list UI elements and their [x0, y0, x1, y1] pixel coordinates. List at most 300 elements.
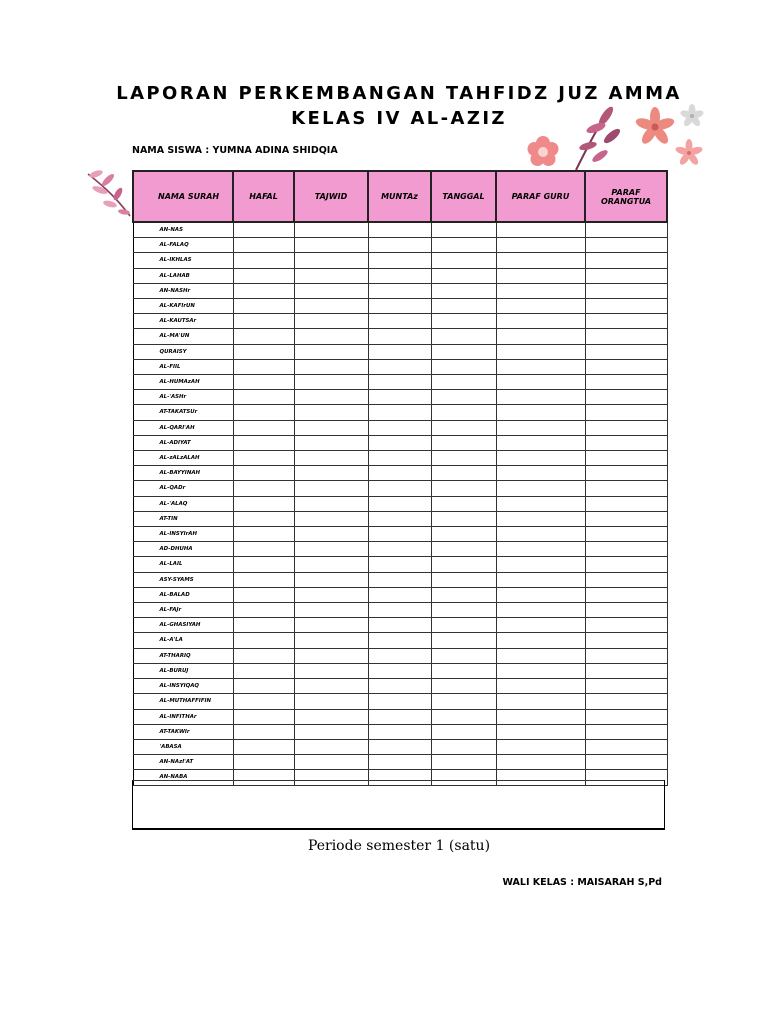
table-cell[interactable] [294, 238, 368, 253]
table-cell[interactable] [496, 663, 585, 678]
table-cell[interactable] [496, 466, 585, 481]
table-cell[interactable] [431, 542, 496, 557]
table-cell[interactable] [368, 618, 431, 633]
table-cell[interactable] [496, 268, 585, 283]
surah-name-cell: AN-NASHr [133, 283, 233, 298]
table-cell[interactable] [431, 283, 496, 298]
table-cell[interactable] [585, 648, 667, 663]
surah-name-cell: AL-QADr [133, 481, 233, 496]
table-cell[interactable] [496, 527, 585, 542]
table-row [133, 587, 667, 602]
table-row [133, 542, 667, 557]
table-cell[interactable] [233, 724, 294, 739]
table-cell[interactable] [294, 511, 368, 526]
table-cell[interactable] [294, 557, 368, 572]
table-cell[interactable] [294, 603, 368, 618]
table-row [133, 405, 667, 420]
surah-name-cell: AD-DHUHA [133, 542, 233, 557]
table-cell[interactable] [431, 314, 496, 329]
table-cell[interactable] [431, 253, 496, 268]
surah-name-cell: AL-MUTHAFFIFIN [133, 694, 233, 709]
surah-name-cell: AT-THARIQ [133, 648, 233, 663]
table-cell[interactable] [368, 679, 431, 694]
table-cell[interactable] [585, 314, 667, 329]
table-cell[interactable] [233, 222, 294, 238]
table-cell[interactable] [585, 375, 667, 390]
table-cell[interactable] [233, 618, 294, 633]
table-cell[interactable] [233, 694, 294, 709]
table-row [133, 329, 667, 344]
table-cell[interactable] [233, 329, 294, 344]
table-cell[interactable] [294, 709, 368, 724]
table-cell[interactable] [368, 527, 431, 542]
table-cell[interactable] [431, 557, 496, 572]
surah-name-cell: AL-BALAD [133, 587, 233, 602]
table-cell[interactable] [585, 603, 667, 618]
table-cell[interactable] [585, 481, 667, 496]
table-cell[interactable] [431, 572, 496, 587]
table-cell[interactable] [294, 663, 368, 678]
surah-name-cell: 'ABASA [133, 739, 233, 754]
column-header-muntaz: MUNTAz [368, 171, 431, 222]
table-cell[interactable] [368, 663, 431, 678]
table-cell[interactable] [233, 344, 294, 359]
table-row [133, 739, 667, 754]
table-cell[interactable] [368, 283, 431, 298]
surah-name-cell: AL-'ALAQ [133, 496, 233, 511]
table-cell[interactable] [233, 405, 294, 420]
table-cell[interactable] [585, 451, 667, 466]
table-cell[interactable] [585, 542, 667, 557]
table-row [133, 511, 667, 526]
table-cell[interactable] [368, 709, 431, 724]
table-cell[interactable] [431, 405, 496, 420]
table-cell[interactable] [585, 283, 667, 298]
table-cell[interactable] [496, 587, 585, 602]
table-cell[interactable] [496, 359, 585, 374]
table-cell[interactable] [294, 253, 368, 268]
table-cell[interactable] [496, 283, 585, 298]
table-cell[interactable] [294, 694, 368, 709]
surah-name-cell: AN-NAS [133, 222, 233, 238]
table-cell[interactable] [233, 314, 294, 329]
table-header-row [133, 171, 667, 222]
table-cell[interactable] [496, 709, 585, 724]
table-cell[interactable] [294, 375, 368, 390]
table-cell[interactable] [233, 663, 294, 678]
table-cell[interactable] [233, 420, 294, 435]
table-cell[interactable] [585, 299, 667, 314]
table-cell[interactable] [431, 420, 496, 435]
table-cell[interactable] [294, 724, 368, 739]
table-cell[interactable] [294, 435, 368, 450]
table-row [133, 618, 667, 633]
table-row [133, 299, 667, 314]
table-cell[interactable] [496, 435, 585, 450]
table-row [133, 390, 667, 405]
table-cell[interactable] [431, 466, 496, 481]
table-cell[interactable] [585, 496, 667, 511]
table-cell[interactable] [431, 238, 496, 253]
table-cell[interactable] [431, 755, 496, 770]
table-cell[interactable] [294, 679, 368, 694]
table-cell[interactable] [294, 359, 368, 374]
table-cell[interactable] [585, 527, 667, 542]
column-header-hafal: HAFAL [233, 171, 294, 222]
table-cell[interactable] [368, 633, 431, 648]
table-cell[interactable] [496, 344, 585, 359]
table-cell[interactable] [496, 755, 585, 770]
report-title-line-1: LAPORAN PERKEMBANGAN TAHFIDZ JUZ AMMA [116, 83, 682, 104]
table-cell[interactable] [368, 359, 431, 374]
table-cell[interactable] [496, 314, 585, 329]
surah-name-cell: AL-LAIL [133, 557, 233, 572]
period-caption: Periode semester 1 (satu) [307, 838, 491, 854]
table-cell[interactable] [496, 390, 585, 405]
table-cell[interactable] [233, 572, 294, 587]
table-cell[interactable] [368, 466, 431, 481]
table-row [133, 268, 667, 283]
surah-name-cell: QURAISY [133, 344, 233, 359]
table-row [133, 648, 667, 663]
table-cell[interactable] [294, 466, 368, 481]
table-cell[interactable] [585, 222, 667, 238]
surah-name-cell: AL-zALzALAH [133, 451, 233, 466]
table-row [133, 496, 667, 511]
table-cell[interactable] [496, 694, 585, 709]
table-cell[interactable] [585, 344, 667, 359]
table-cell[interactable] [496, 648, 585, 663]
table-cell[interactable] [368, 435, 431, 450]
table-cell[interactable] [496, 603, 585, 618]
table-cell[interactable] [496, 451, 585, 466]
table-cell[interactable] [431, 724, 496, 739]
table-cell[interactable] [294, 633, 368, 648]
table-row [133, 253, 667, 268]
column-header-paraf-guru: PARAF GURU [496, 171, 585, 222]
table-cell[interactable] [294, 618, 368, 633]
table-cell[interactable] [431, 603, 496, 618]
table-row [133, 527, 667, 542]
table-cell[interactable] [431, 679, 496, 694]
table-cell[interactable] [233, 755, 294, 770]
table-cell[interactable] [233, 435, 294, 450]
table-cell[interactable] [585, 405, 667, 420]
table-row [133, 344, 667, 359]
table-cell[interactable] [233, 299, 294, 314]
surah-name-cell: AT-TAKWIr [133, 724, 233, 739]
table-cell[interactable] [294, 648, 368, 663]
table-row [133, 724, 667, 739]
table-cell[interactable] [233, 466, 294, 481]
surah-name-cell: AL-GHASIYAH [133, 618, 233, 633]
surah-name-cell: AL-A'LA [133, 633, 233, 648]
table-row [133, 694, 667, 709]
table-cell[interactable] [233, 496, 294, 511]
table-row [133, 481, 667, 496]
table-cell[interactable] [431, 268, 496, 283]
table-cell[interactable] [233, 238, 294, 253]
table-row [133, 359, 667, 374]
table-cell[interactable] [585, 587, 667, 602]
column-header-tajwid: TAJWID [294, 171, 368, 222]
table-cell[interactable] [496, 679, 585, 694]
table-cell[interactable] [294, 572, 368, 587]
surah-name-cell: AN-NAzI'AT [133, 755, 233, 770]
table-cell[interactable] [431, 739, 496, 754]
table-cell[interactable] [431, 587, 496, 602]
table-cell[interactable] [233, 587, 294, 602]
table-row [133, 633, 667, 648]
surah-name-cell: AL-IKHLAS [133, 253, 233, 268]
table-cell[interactable] [294, 344, 368, 359]
table-row [133, 451, 667, 466]
table-cell[interactable] [431, 618, 496, 633]
table-cell[interactable] [368, 253, 431, 268]
table-cell[interactable] [368, 481, 431, 496]
surah-name-cell: AL-MA'UN [133, 329, 233, 344]
table-cell[interactable] [294, 314, 368, 329]
table-cell[interactable] [294, 496, 368, 511]
table-cell[interactable] [431, 435, 496, 450]
table-cell[interactable] [585, 557, 667, 572]
table-cell[interactable] [585, 663, 667, 678]
table-cell[interactable] [496, 238, 585, 253]
student-name-value: YUMNA ADINA SHIDQIA [212, 145, 338, 156]
table-cell[interactable] [233, 679, 294, 694]
table-cell[interactable] [496, 739, 585, 754]
table-cell[interactable] [585, 694, 667, 709]
table-cell[interactable] [368, 694, 431, 709]
table-cell[interactable] [368, 375, 431, 390]
table-cell[interactable] [496, 253, 585, 268]
table-cell[interactable] [368, 572, 431, 587]
table-cell[interactable] [294, 739, 368, 754]
table-cell[interactable] [431, 709, 496, 724]
table-cell[interactable] [496, 724, 585, 739]
surah-name-cell: AT-TAKATSUr [133, 405, 233, 420]
table-cell[interactable] [294, 283, 368, 298]
table-row [133, 557, 667, 572]
table-cell[interactable] [233, 451, 294, 466]
table-cell[interactable] [233, 511, 294, 526]
table-cell[interactable] [585, 238, 667, 253]
table-cell[interactable] [585, 420, 667, 435]
surah-name-cell: AL-LAHAB [133, 268, 233, 283]
surah-name-cell: AT-TIN [133, 511, 233, 526]
table-cell[interactable] [368, 299, 431, 314]
table-cell[interactable] [431, 648, 496, 663]
table-cell[interactable] [368, 542, 431, 557]
table-row [133, 755, 667, 770]
table-cell[interactable] [585, 435, 667, 450]
table-cell[interactable] [496, 618, 585, 633]
table-cell[interactable] [585, 679, 667, 694]
table-cell[interactable] [496, 481, 585, 496]
column-header-tanggal: TANGGAL [431, 171, 496, 222]
table-cell[interactable] [233, 648, 294, 663]
table-cell[interactable] [294, 420, 368, 435]
table-cell[interactable] [496, 542, 585, 557]
table-cell[interactable] [233, 527, 294, 542]
table-cell[interactable] [585, 268, 667, 283]
table-cell[interactable] [368, 603, 431, 618]
table-cell[interactable] [585, 511, 667, 526]
table-cell[interactable] [431, 390, 496, 405]
table-cell[interactable] [233, 603, 294, 618]
table-cell[interactable] [368, 390, 431, 405]
surah-name-cell: AL-FALAQ [133, 238, 233, 253]
table-cell[interactable] [431, 527, 496, 542]
surah-name-cell: AL-FAJr [133, 603, 233, 618]
column-header-paraf-orangtua: PARAF ORANGTUA [585, 171, 667, 222]
surah-name-cell: AL-HUMAzAH [133, 375, 233, 390]
table-cell[interactable] [368, 511, 431, 526]
table-cell[interactable] [431, 481, 496, 496]
table-cell[interactable] [294, 268, 368, 283]
table-cell[interactable] [431, 633, 496, 648]
table-cell[interactable] [294, 542, 368, 557]
table-cell[interactable] [431, 451, 496, 466]
table-cell[interactable] [233, 390, 294, 405]
progress-table [132, 170, 666, 786]
table-cell[interactable] [233, 375, 294, 390]
surah-name-cell: AL-KAUTSAr [133, 314, 233, 329]
table-cell[interactable] [496, 572, 585, 587]
table-cell[interactable] [496, 299, 585, 314]
table-cell[interactable] [233, 542, 294, 557]
table-cell[interactable] [233, 253, 294, 268]
column-header-nama-surah: NAMA SURAH [133, 171, 233, 222]
student-name-label: NAMA SISWA : [132, 145, 213, 156]
table-cell[interactable] [294, 755, 368, 770]
surah-name-cell: AL-ADIYAT [133, 435, 233, 450]
notes-box [132, 780, 665, 830]
table-cell[interactable] [368, 755, 431, 770]
table-cell[interactable] [585, 253, 667, 268]
table-cell[interactable] [368, 496, 431, 511]
table-cell[interactable] [294, 451, 368, 466]
table-cell[interactable] [585, 755, 667, 770]
table-cell[interactable] [368, 344, 431, 359]
table-cell[interactable] [585, 359, 667, 374]
floral-decoration-left [78, 160, 138, 222]
table-row [133, 572, 667, 587]
table-cell[interactable] [294, 405, 368, 420]
table-cell[interactable] [585, 633, 667, 648]
table-cell[interactable] [585, 390, 667, 405]
table-cell[interactable] [431, 329, 496, 344]
table-cell[interactable] [368, 405, 431, 420]
table-row [133, 314, 667, 329]
surah-name-cell: AL-KAFIrUN [133, 299, 233, 314]
table-cell[interactable] [431, 496, 496, 511]
surah-name-cell: AL-INSYIrAH [133, 527, 233, 542]
surah-name-cell: AN-NABA [133, 770, 233, 785]
table-cell[interactable] [431, 222, 496, 238]
table-row [133, 663, 667, 678]
table-row [133, 709, 667, 724]
table-cell[interactable] [431, 663, 496, 678]
table-row [133, 435, 667, 450]
table-row [133, 222, 667, 238]
table-cell[interactable] [294, 587, 368, 602]
table-cell[interactable] [368, 451, 431, 466]
table-cell[interactable] [431, 299, 496, 314]
surah-name-cell: AL-'ASHr [133, 390, 233, 405]
table-cell[interactable] [368, 587, 431, 602]
table-cell[interactable] [585, 466, 667, 481]
table-cell[interactable] [368, 557, 431, 572]
table-cell[interactable] [368, 739, 431, 754]
surah-name-cell: AL-FIIL [133, 359, 233, 374]
table-cell[interactable] [585, 709, 667, 724]
table-cell[interactable] [294, 222, 368, 238]
table-row [133, 375, 667, 390]
table-cell[interactable] [431, 359, 496, 374]
table-cell[interactable] [431, 344, 496, 359]
table-cell[interactable] [294, 329, 368, 344]
table-cell[interactable] [233, 283, 294, 298]
table-cell[interactable] [368, 314, 431, 329]
table-cell[interactable] [496, 633, 585, 648]
student-name-line [132, 145, 338, 156]
table-cell[interactable] [585, 739, 667, 754]
table-cell[interactable] [496, 329, 585, 344]
table-cell[interactable] [368, 648, 431, 663]
table-cell[interactable] [368, 268, 431, 283]
surah-name-cell: AL-INSYIQAQ [133, 679, 233, 694]
table-cell[interactable] [233, 739, 294, 754]
table-cell[interactable] [496, 375, 585, 390]
table-cell[interactable] [368, 238, 431, 253]
table-cell[interactable] [233, 359, 294, 374]
table-row [133, 603, 667, 618]
table-cell[interactable] [233, 481, 294, 496]
table-row [133, 238, 667, 253]
table-cell[interactable] [585, 724, 667, 739]
surah-name-cell: ASY-SYAMS [133, 572, 233, 587]
table-row [133, 420, 667, 435]
table-cell[interactable] [368, 724, 431, 739]
table-cell[interactable] [585, 329, 667, 344]
table-cell[interactable] [294, 299, 368, 314]
table-cell[interactable] [294, 390, 368, 405]
table-cell[interactable] [496, 496, 585, 511]
table-cell[interactable] [294, 481, 368, 496]
table-cell[interactable] [496, 511, 585, 526]
surah-rows [133, 222, 667, 785]
report-title-line-2: KELAS IV AL-AZIZ [291, 108, 507, 129]
table-cell[interactable] [233, 633, 294, 648]
table-cell[interactable] [431, 694, 496, 709]
table-cell[interactable] [496, 405, 585, 420]
table-cell[interactable] [431, 511, 496, 526]
table-cell[interactable] [233, 557, 294, 572]
table-cell[interactable] [431, 375, 496, 390]
table-cell[interactable] [496, 557, 585, 572]
table-cell[interactable] [496, 222, 585, 238]
table-cell[interactable] [368, 329, 431, 344]
table-cell[interactable] [233, 268, 294, 283]
table-cell[interactable] [233, 709, 294, 724]
table-cell[interactable] [294, 527, 368, 542]
table-cell[interactable] [496, 420, 585, 435]
table-cell[interactable] [368, 420, 431, 435]
table-cell[interactable] [368, 222, 431, 238]
table-cell[interactable] [585, 572, 667, 587]
table-cell[interactable] [585, 618, 667, 633]
